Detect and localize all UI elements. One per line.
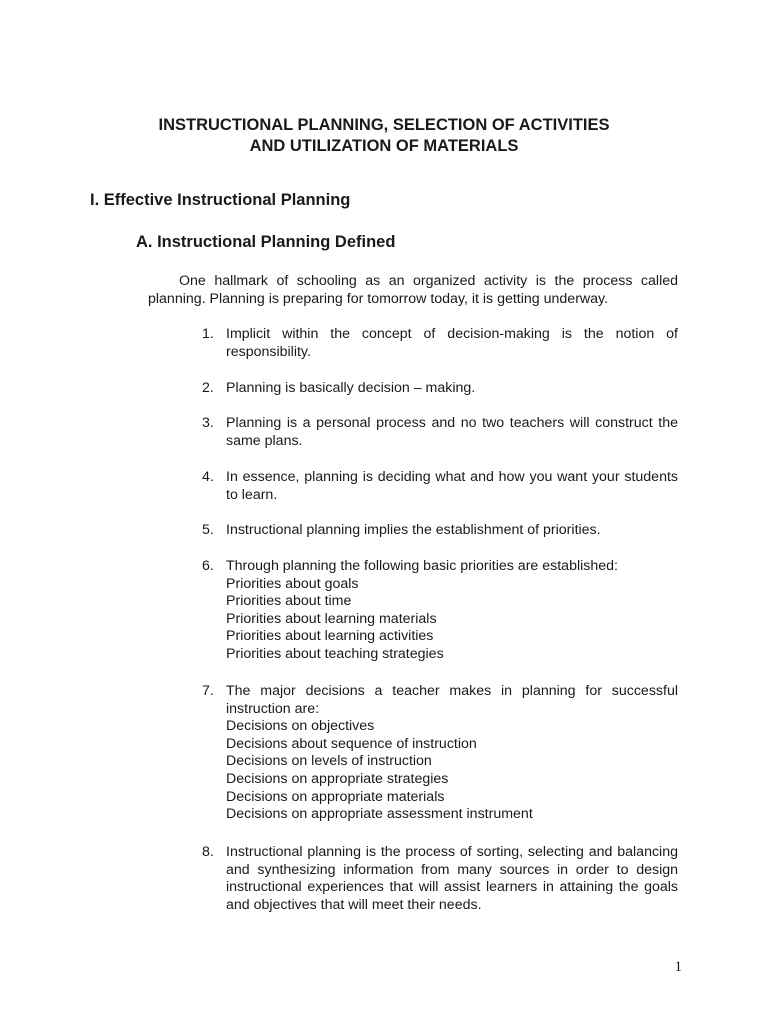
sub-item: Priorities about learning activities (226, 628, 434, 645)
list-item-4 (202, 469, 678, 504)
list-item-5 (202, 522, 678, 540)
list-item-text: The major decisions a teacher makes in planning for successful instruction are: (226, 683, 678, 717)
intro-paragraph: One hallmark of schooling as an organized activity is the process called planning. Planning is preparing for tomorrow today, it is getting underway. (148, 273, 678, 307)
list-item-number: 3. (202, 415, 214, 431)
sub-item: Decisions on objectives (226, 718, 375, 735)
sub-item: Decisions on appropriate strategies (226, 770, 449, 787)
list-item-text: Planning is basically decision – making. (226, 380, 476, 396)
list-item-text: Planning is a personal process and no two teachers will construct the same plans. (226, 415, 678, 449)
list-item-text: In essence, planning is deciding what and how you want your students to learn. (226, 469, 678, 503)
sub-item: Priorities about time (226, 593, 352, 610)
list-item-7 (202, 683, 678, 824)
sub-item: Priorities about goals (226, 575, 359, 592)
list-item-number: 4. (202, 469, 214, 485)
sub-item: Decisions about sequence of instruction (226, 735, 477, 752)
document-title-line-1: INSTRUCTIONAL PLANNING, SELECTION OF ACTIVITIES (158, 116, 610, 134)
page-number: 1 (674, 959, 682, 975)
list-item-number: 2. (202, 380, 214, 396)
list-item-text: Instructional planning implies the establishment of priorities. (226, 522, 601, 538)
section-heading: I. Effective Instructional Planning (90, 191, 351, 209)
list-item-3 (202, 415, 678, 450)
list-item-number: 7. (202, 683, 214, 699)
list-item-1 (202, 326, 678, 361)
sub-item: Decisions on levels of instruction (226, 753, 432, 770)
list-item-2 (202, 380, 678, 398)
sub-item: Decisions on appropriate materials (226, 788, 445, 805)
list-item-text: Through planning the following basic priorities are established: (226, 558, 618, 574)
list-item-number: 1. (202, 326, 214, 342)
list-item-6 (202, 558, 678, 664)
list-item-number: 8. (202, 844, 214, 860)
sub-item: Decisions on appropriate assessment instrument (226, 806, 533, 823)
list-item-8 (202, 844, 678, 914)
list-item-text: Instructional planning is the process of sorting, selecting and balancing and synthesizing information from many sources in order to design instructional experiences that will assist learners in attaining the goals and objectives that will meet their needs. (226, 844, 678, 913)
list-item-number: 6. (202, 558, 214, 574)
sub-item: Priorities about learning materials (226, 610, 437, 627)
subsection-heading: A. Instructional Planning Defined (136, 233, 396, 251)
list-item-text: Implicit within the concept of decision-making is the notion of responsibility. (226, 326, 678, 360)
list-item-number: 5. (202, 522, 214, 538)
document-title-line-2: AND UTILIZATION OF MATERIALS (249, 137, 519, 155)
sub-item: Priorities about teaching strategies (226, 645, 444, 662)
